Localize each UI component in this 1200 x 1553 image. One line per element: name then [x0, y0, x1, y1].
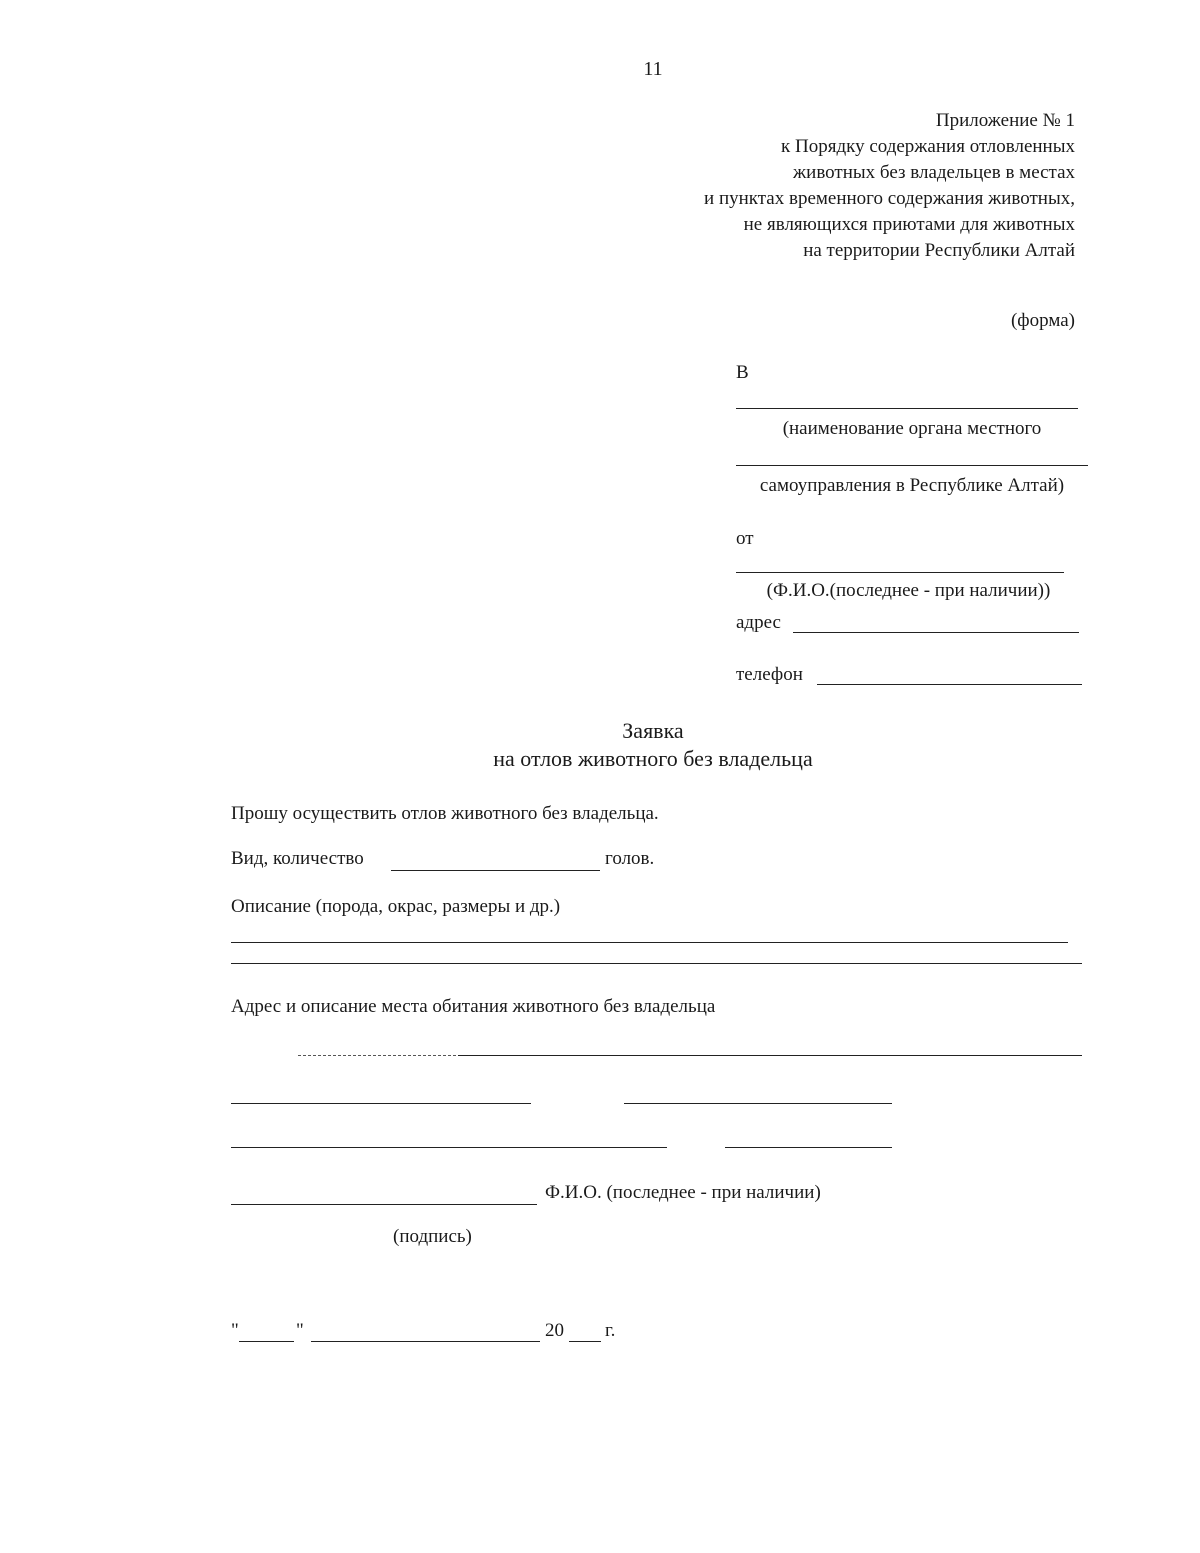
habitat-field-line-1[interactable]	[458, 1055, 1082, 1056]
recipient-org-hint-1: (наименование органа местного	[782, 418, 1042, 439]
date-day-field-line[interactable]	[239, 1341, 294, 1342]
signature-field-line[interactable]	[231, 1204, 537, 1205]
document-subtitle: на отлов животного без владельца	[493, 746, 813, 771]
sender-fio-field-line[interactable]	[736, 572, 1064, 573]
appendix-line: Приложение № 1	[935, 110, 1075, 131]
sender-address-field-line[interactable]	[793, 632, 1079, 633]
request-text: Прошу осуществить отлов животного без владельца.	[231, 803, 659, 824]
habitat-field-line-3-right[interactable]	[725, 1147, 892, 1148]
date-close-quote: "	[296, 1320, 304, 1341]
sender-address-label: адрес	[736, 612, 781, 633]
page-number: 11	[643, 58, 663, 80]
date-year-field-line[interactable]	[569, 1341, 601, 1342]
document-title: Заявка	[622, 718, 684, 743]
signature-caption: (подпись)	[393, 1226, 472, 1247]
sender-fio-hint: (Ф.И.О.(последнее - при наличии))	[766, 580, 1051, 601]
species-unit: голов.	[605, 848, 655, 869]
form-label: (форма)	[1010, 310, 1075, 331]
recipient-org-hint-2: самоуправления в Республике Алтай)	[759, 475, 1065, 496]
signature-fio-caption: Ф.И.О. (последнее - при наличии)	[545, 1182, 821, 1203]
appendix-line: и пунктах временного содержания животных,	[704, 188, 1075, 209]
sender-prefix: от	[736, 528, 754, 549]
appendix-line: животных без владельцев в местах	[793, 162, 1075, 183]
appendix-line: на территории Республики Алтай	[803, 240, 1075, 261]
habitat-field-line-1-faint	[298, 1055, 456, 1056]
sender-phone-field-line[interactable]	[817, 684, 1082, 685]
species-label: Вид, количество	[231, 848, 364, 869]
species-count-field-line[interactable]	[391, 870, 600, 871]
appendix-line: не являющихся приютами для животных	[743, 214, 1075, 235]
habitat-field-line-2-right[interactable]	[624, 1103, 892, 1104]
date-year-prefix: 20	[545, 1320, 564, 1341]
sender-phone-label: телефон	[736, 664, 803, 685]
recipient-prefix: В	[736, 362, 749, 383]
recipient-org-field-line-1[interactable]	[736, 408, 1078, 409]
habitat-field-line-2-left[interactable]	[231, 1103, 531, 1104]
date-year-suffix: г.	[605, 1320, 616, 1341]
appendix-line: к Порядку содержания отловленных	[781, 136, 1075, 157]
appendix-header	[704, 108, 1075, 264]
habitat-field-line-3-left[interactable]	[231, 1147, 667, 1148]
description-field-line-2[interactable]	[231, 963, 1082, 964]
description-field-line-1[interactable]	[231, 942, 1068, 943]
recipient-org-field-line-2[interactable]	[736, 465, 1088, 466]
description-label: Описание (порода, окрас, размеры и др.)	[231, 896, 561, 917]
date-month-field-line[interactable]	[311, 1341, 540, 1342]
habitat-label: Адрес и описание места обитания животного без владельца	[231, 996, 716, 1017]
date-open-quote: "	[231, 1320, 239, 1341]
